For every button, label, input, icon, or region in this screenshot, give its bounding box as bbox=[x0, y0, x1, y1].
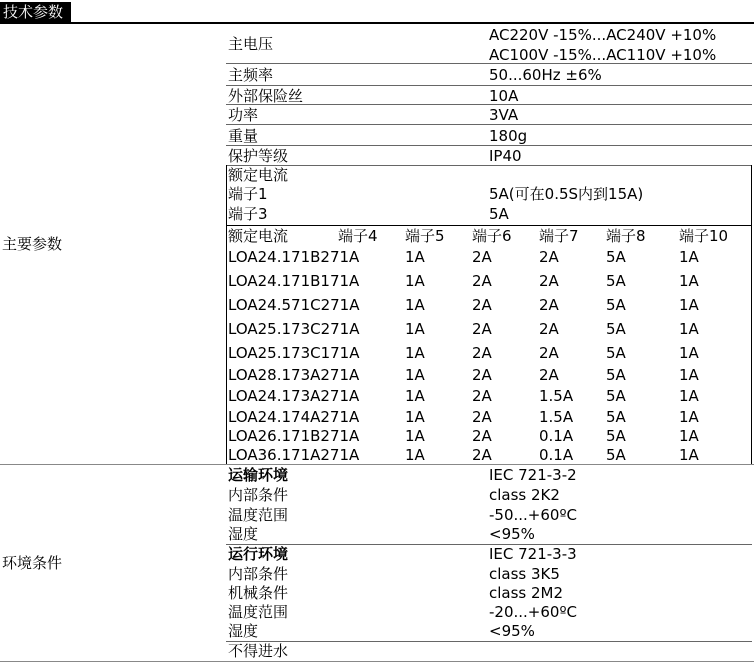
current-cell: 1A bbox=[405, 408, 425, 426]
table-header: 端子10 bbox=[679, 227, 729, 245]
param-value: AC220V -15%...AC240V +10% bbox=[489, 26, 717, 44]
current-cell: 2A bbox=[539, 344, 559, 362]
rated-current-heading: 额定电流 bbox=[228, 166, 289, 184]
env-label: 机械条件 bbox=[228, 584, 289, 602]
model-cell: LOA26.171B271A bbox=[228, 427, 360, 445]
box-right bbox=[751, 165, 752, 226]
model-cell: LOA36.171A271A bbox=[228, 446, 360, 464]
model-cell: LOA25.173C171A bbox=[228, 344, 360, 362]
current-cell: 1A bbox=[405, 446, 425, 464]
section-divider bbox=[0, 464, 754, 465]
current-cell: 1A bbox=[679, 446, 699, 464]
operation-standard: IEC 721-3-3 bbox=[489, 545, 577, 563]
env-value: -50...+60ºC bbox=[489, 506, 578, 524]
current-cell: 2A bbox=[472, 387, 492, 405]
box-left bbox=[226, 165, 227, 226]
title-divider bbox=[0, 22, 754, 24]
env-divider bbox=[226, 641, 752, 642]
current-cell: 5A bbox=[606, 408, 626, 426]
row-divider bbox=[226, 85, 752, 86]
current-cell: 1A bbox=[405, 296, 425, 314]
section-label-env: 环境条件 bbox=[2, 554, 63, 572]
current-cell: 5A bbox=[606, 387, 626, 405]
current-cell: 2A bbox=[472, 296, 492, 314]
current-cell: 2A bbox=[539, 272, 559, 290]
current-cell: 5A bbox=[606, 366, 626, 384]
current-cell: 1A bbox=[679, 272, 699, 290]
current-cell: 2A bbox=[539, 366, 559, 384]
rated-row-label: 端子1 bbox=[228, 185, 268, 203]
table-header: 端子5 bbox=[405, 227, 445, 245]
section-divider-bottom bbox=[0, 661, 754, 662]
current-cell: 2A bbox=[539, 320, 559, 338]
current-cell: 1A bbox=[405, 272, 425, 290]
param-value: 180g bbox=[489, 127, 528, 145]
current-cell: 2A bbox=[472, 446, 492, 464]
current-cell: 1A bbox=[679, 427, 699, 445]
model-cell: LOA25.173C271A bbox=[228, 320, 360, 338]
model-cell: LOA24.173A271A bbox=[228, 387, 360, 405]
table-header: 额定电流 bbox=[228, 227, 289, 245]
current-cell: 1A bbox=[679, 387, 699, 405]
current-cell: 2A bbox=[472, 408, 492, 426]
current-cell: 2A bbox=[472, 248, 492, 266]
operation-heading: 运行环境 bbox=[228, 545, 289, 563]
current-cell: 1A bbox=[405, 387, 425, 405]
section-label-main: 主要参数 bbox=[2, 235, 63, 253]
param-label: 重量 bbox=[228, 127, 259, 145]
row-divider bbox=[226, 104, 752, 105]
env-label: 温度范围 bbox=[228, 603, 289, 621]
page-title: 技术参数 bbox=[0, 2, 71, 23]
rated-row-label: 端子3 bbox=[228, 205, 268, 223]
transport-standard: IEC 721-3-2 bbox=[489, 466, 577, 484]
current-cell: 5A bbox=[606, 427, 626, 445]
current-cell: 1A bbox=[405, 344, 425, 362]
param-label: 外部保险丝 bbox=[228, 87, 304, 105]
current-cell: 5A bbox=[606, 272, 626, 290]
param-value: 50...60Hz ±6% bbox=[489, 66, 602, 84]
box-divider bbox=[226, 225, 752, 226]
env-label: 湿度 bbox=[228, 622, 259, 640]
param-value: 3VA bbox=[489, 106, 519, 124]
table-left bbox=[226, 226, 227, 464]
rated-row-value: 5A(可在0.5S内到15A) bbox=[489, 185, 644, 203]
row-divider bbox=[226, 145, 752, 146]
current-cell: 2A bbox=[472, 320, 492, 338]
rated-row-value: 5A bbox=[489, 205, 509, 223]
env-label: 内部条件 bbox=[228, 565, 289, 583]
current-cell: 5A bbox=[606, 296, 626, 314]
current-cell: 1.5A bbox=[539, 408, 574, 426]
env-label: 温度范围 bbox=[228, 506, 289, 524]
param-value: AC100V -15%...AC110V +10% bbox=[489, 46, 717, 64]
current-cell: 1A bbox=[405, 427, 425, 445]
current-cell: 2A bbox=[472, 344, 492, 362]
env-value: <95% bbox=[489, 622, 535, 640]
current-cell: 5A bbox=[606, 344, 626, 362]
transport-heading: 运输环境 bbox=[228, 466, 289, 484]
env-value: class 2K2 bbox=[489, 486, 560, 504]
param-value: 10A bbox=[489, 87, 519, 105]
current-cell: 2A bbox=[472, 272, 492, 290]
current-cell: 2A bbox=[472, 427, 492, 445]
current-cell: 1A bbox=[679, 248, 699, 266]
current-cell: 5A bbox=[606, 320, 626, 338]
current-cell: 5A bbox=[606, 248, 626, 266]
row-divider bbox=[226, 124, 752, 125]
table-header: 端子4 bbox=[338, 227, 378, 245]
env-label: 不得进水 bbox=[228, 642, 289, 660]
param-label: 功率 bbox=[228, 106, 259, 124]
table-header: 端子8 bbox=[606, 227, 646, 245]
env-value: <95% bbox=[489, 525, 535, 543]
table-header: 端子7 bbox=[539, 227, 579, 245]
table-header: 端子6 bbox=[472, 227, 512, 245]
model-cell: LOA24.171B171A bbox=[228, 272, 360, 290]
model-cell: LOA28.173A271A bbox=[228, 366, 360, 384]
current-cell: 2A bbox=[539, 296, 559, 314]
param-label: 保护等级 bbox=[228, 147, 289, 165]
param-value: IP40 bbox=[489, 147, 522, 165]
param-label: 主频率 bbox=[228, 66, 274, 84]
model-cell: LOA24.174A271A bbox=[228, 408, 360, 426]
current-cell: 1A bbox=[405, 366, 425, 384]
current-cell: 1.5A bbox=[539, 387, 574, 405]
current-cell: 1A bbox=[679, 320, 699, 338]
row-divider bbox=[226, 63, 752, 64]
env-value: -20...+60ºC bbox=[489, 603, 578, 621]
env-value: class 3K5 bbox=[489, 565, 560, 583]
param-label: 主电压 bbox=[228, 35, 274, 53]
row-divider bbox=[226, 165, 752, 166]
env-label: 内部条件 bbox=[228, 486, 289, 504]
table-right bbox=[751, 226, 752, 464]
current-cell: 1A bbox=[405, 248, 425, 266]
current-cell: 0.1A bbox=[539, 446, 574, 464]
current-cell: 5A bbox=[606, 446, 626, 464]
env-label: 湿度 bbox=[228, 525, 259, 543]
current-cell: 1A bbox=[679, 408, 699, 426]
current-cell: 2A bbox=[539, 248, 559, 266]
current-cell: 1A bbox=[679, 344, 699, 362]
current-cell: 1A bbox=[405, 320, 425, 338]
current-cell: 2A bbox=[472, 366, 492, 384]
current-cell: 1A bbox=[679, 366, 699, 384]
current-cell: 1A bbox=[679, 296, 699, 314]
model-cell: LOA24.171B271A bbox=[228, 248, 360, 266]
env-value: class 2M2 bbox=[489, 584, 564, 602]
model-cell: LOA24.571C271A bbox=[228, 296, 360, 314]
current-cell: 0.1A bbox=[539, 427, 574, 445]
